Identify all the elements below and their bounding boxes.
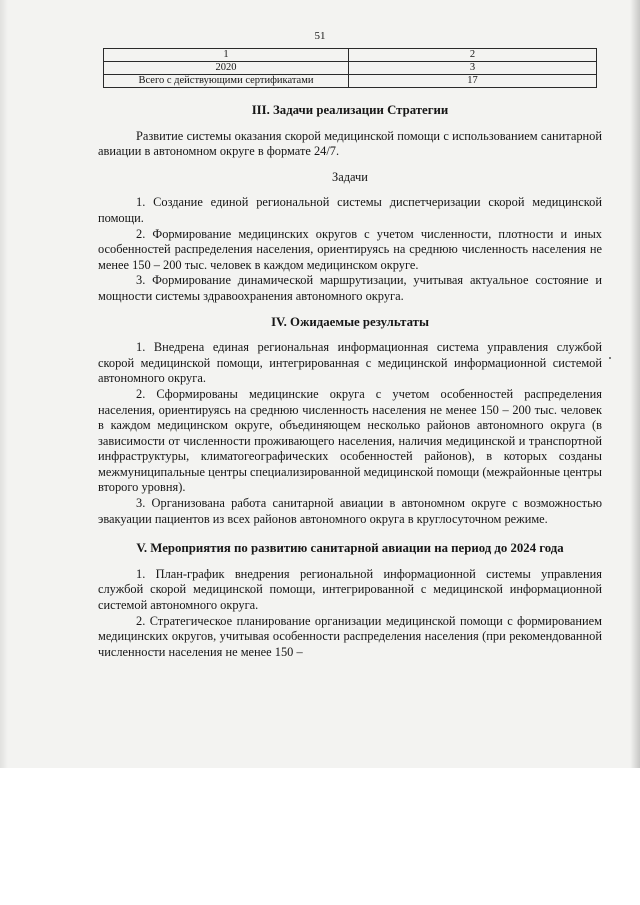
page-edge-shadow-left xyxy=(0,0,8,768)
scan-speck xyxy=(609,357,611,359)
document-body xyxy=(98,103,602,660)
task-item: 3. Формирование динамической маршрутизации, учитывая актуальное состояние и мощности системы здравоохранения автономного округа. xyxy=(98,273,602,303)
table-cell: 2020 xyxy=(104,62,349,75)
certificates-table xyxy=(103,48,597,88)
task-item: 2. Формирование медицинских округов с учетом численности, плотности и иных особенностей распределения населения, ориентируясь на среднюю численность населения не менее 150 – 200 тыс. человек в каждом медицинском округе. xyxy=(98,226,602,272)
section-5-title: V. Мероприятия по развитию санитарной авиации на период до 2024 года xyxy=(136,541,564,556)
table-cell: 17 xyxy=(349,75,597,88)
table-row xyxy=(104,62,597,75)
tasks-label: Задачи xyxy=(332,169,368,184)
section-3-title: III. Задачи реализации Стратегии xyxy=(251,103,449,117)
result-item: 1. Внедрена единая региональная информационная система управления службой скорой медицинской помощи, интегрированная с медицинской информационной системой автономного округа. xyxy=(98,340,602,386)
result-item: 2. Сформированы медицинские округа с учетом особенностей распределения населения, ориентируясь на среднюю численность населения не менее 150 – 200 тыс. человек в каждом медицинском округе, объединяющем несколько районов автономного округа (в зависимости от численности проживающего населения, наличия медицинской и транспортной инфраструктуры, климатогеографических особенностей районов), в которых созданы межмуниципальные центры специализированной медицинской помощи (межрайонные центры второго уровня). xyxy=(98,386,602,495)
section-3-intro: Развитие системы оказания скорой медицинской помощи с использованием санитарной авиации в автономном округе в формате 24/7. xyxy=(98,128,602,159)
table-row xyxy=(104,49,597,62)
table-cell: 1 xyxy=(104,49,349,62)
page-edge-shadow-right xyxy=(630,0,640,768)
result-item: 3. Организована работа санитарной авиации в автономном округе с возможностью эвакуации пациентов из всех районов автономного округа в круглосуточном режиме. xyxy=(98,496,602,526)
measure-item: 1. План-график внедрения региональной информационной системы управления службой скорой медицинской помощи, интегрированной с медицинской информационной системой автономного округа. xyxy=(98,566,602,613)
table-cell: 2 xyxy=(349,49,597,62)
table-cell: Всего с действующими сертификатами xyxy=(104,75,349,88)
section-4-title: IV. Ожидаемые результаты xyxy=(271,314,429,329)
task-item: 1. Создание единой региональной системы диспетчеризации скорой медицинской помощи. xyxy=(98,195,602,225)
table-cell: 3 xyxy=(349,62,597,75)
page-number: 51 xyxy=(314,30,326,42)
table-row xyxy=(104,75,597,88)
measure-item: 2. Стратегическое планирование организации медицинской помощи с формированием медицинских округов, учитывая особенности распределения населения (при рекомендованной численности населения не менее 150 – xyxy=(98,613,602,659)
